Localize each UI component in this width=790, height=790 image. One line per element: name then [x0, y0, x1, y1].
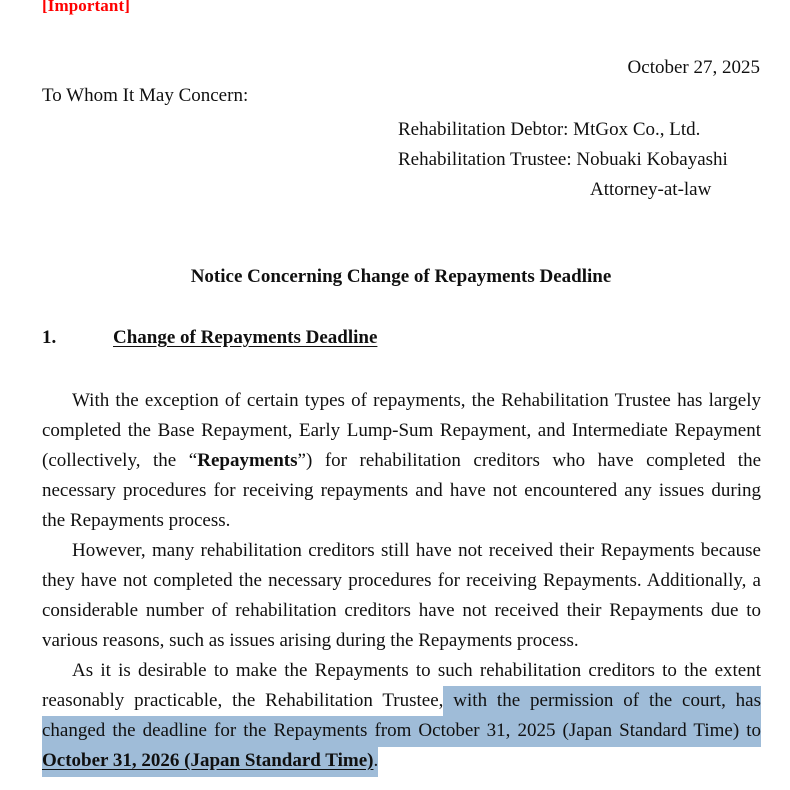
defined-term-repayments: Repayments — [197, 450, 298, 471]
rehabilitation-debtor-line: Rehabilitation Debtor: MtGox Co., Ltd. — [398, 119, 701, 140]
section-title: Change of Repayments Deadline — [113, 327, 378, 348]
paragraph-3-lead-text: As it is desirable to make the Repayments to such rehabilitation creditors to the extent reasonably practicable, the Rehabilitation Trustee, — [42, 660, 761, 711]
paragraph-1-text-part2: ”) for rehabilitation creditors who have completed the necessary procedures for receiving repayments and have not encountered any issues during the Repayments process. — [42, 450, 762, 531]
paragraph-1 — [42, 386, 761, 536]
attorney-title-line: Attorney-at-law — [590, 179, 712, 200]
document-date: October 27, 2025 — [627, 57, 760, 78]
highlight-text-end: . — [373, 750, 379, 771]
important-tag: [Important] — [42, 0, 130, 15]
paragraph-2: However, many rehabilitation creditors still have not received their Repayments because they have not completed the necessary procedures for receiving Repayments. Additionally, a considerable number of rehabilitation creditors have not received their Repayments due to various reasons, such as issues arising during the Repayments process. — [42, 540, 761, 651]
document-title: Notice Concerning Change of Repayments Deadline — [190, 266, 612, 287]
new-deadline-date: October 31, 2026 (Japan Standard Time) — [42, 750, 374, 771]
document-body — [42, 386, 761, 776]
paragraph-3 — [42, 656, 761, 776]
paragraph-1-text-part1: With the exception of certain types of repayments, the Rehabilitation Trustee has largely completed the Base Repayment, Early Lump-Sum Repayment, and Intermediate Repayment (collectively, the “ — [42, 390, 761, 471]
rehabilitation-trustee-line: Rehabilitation Trustee: Nobuaki Kobayashi — [398, 149, 728, 170]
section-heading — [42, 327, 377, 349]
signature-block — [398, 115, 728, 205]
section-number: 1. — [42, 327, 57, 348]
addressee-line: To Whom It May Concern: — [42, 85, 249, 106]
highlight-text-start: with the permission of the court, has changed the deadline for the Repayments from October 31, 2025 (Japan Standard Time) to — [42, 690, 762, 741]
